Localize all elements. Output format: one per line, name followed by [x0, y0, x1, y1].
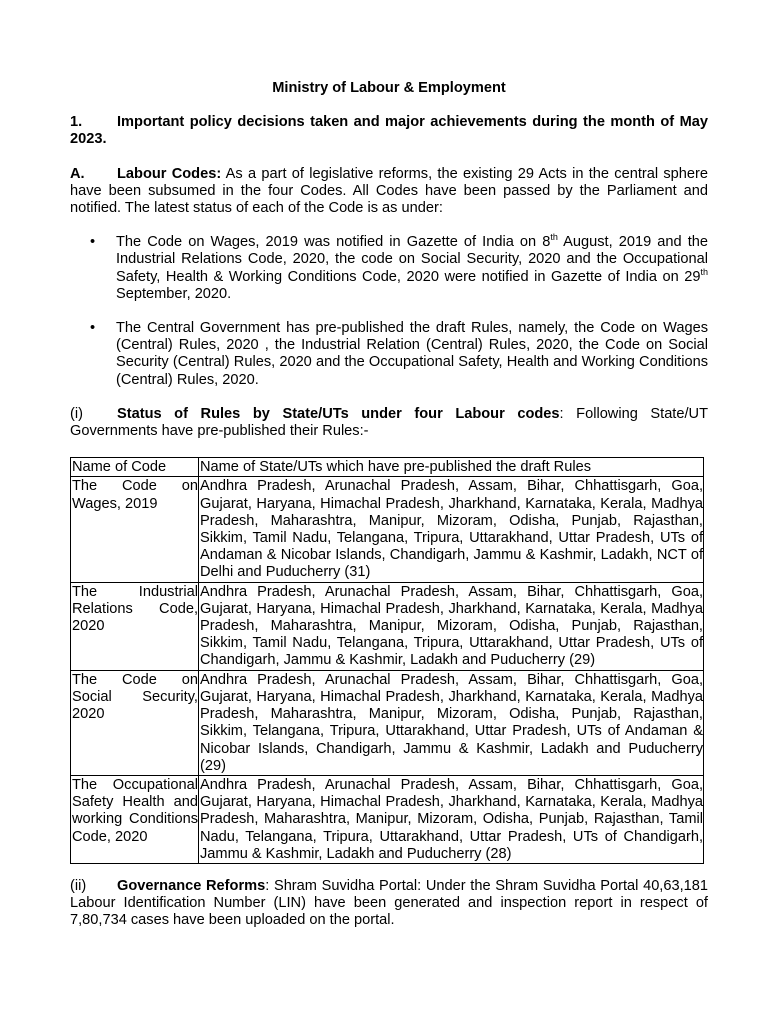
labour-code-bullets [70, 234, 708, 389]
table-row [71, 775, 704, 863]
governance-label: (ii) [70, 877, 87, 894]
table-cell-code: The Code on Social Security, 2020 [71, 670, 199, 775]
bullet-1-part-3: September, 2020. [116, 285, 232, 302]
governance-text: : Shram Suvidha Portal: Under the Shram Suvidha Portal 40,63,181 Labour Identification Number (LIN) have been generated and inspection report in respect of 7,80,734 cases have been uploaded on the portal. [70, 877, 708, 929]
bullet-notified-codes [70, 234, 708, 303]
state-rules-table [70, 457, 704, 864]
status-of-rules-paragraph [70, 406, 708, 440]
table-cell-states: Andhra Pradesh, Arunachal Pradesh, Assam, Bihar, Chhattisgarh, Goa, Gujarat, Haryana, Himachal Pradesh, Jharkhand, Karnataka, Kerala, Madhya Pradesh, Maharashtra, Manipur, Mizoram, Odisha, Punjab, Rajasthan, Sikkim, Tamil Nadu, Telangana, Tripura, Uttarakhand, Uttar Pradesh, UTs of Andaman & Nicobar Islands, Chandigarh, Jammu & Kashmir, Ladakh, NCT of Delhi and Puducherry (31) [200, 478, 703, 581]
table-cell-states: Andhra Pradesh, Arunachal Pradesh, Assam, Bihar, Chhattisgarh, Goa, Gujarat, Haryana, Himachal Pradesh, Jharkhand, Karnataka, Kerala, Madhya Pradesh, Maharashtra, Manipur, Mizoram, Odisha, Punjab, Rajasthan, Sikkim, Tamil Nadu, Telangana, Tripura, Uttarakhand, Uttar Pradesh, UTs of Chandigarh, Jammu & Kashmir, Ladakh and Puducherry (29) [200, 583, 703, 669]
table-header-code: Name of Code [71, 458, 199, 477]
section-a-paragraph [70, 166, 708, 218]
table-cell-states: Andhra Pradesh, Arunachal Pradesh, Assam, Bihar, Chhattisgarh, Goa, Gujarat, Haryana, Himachal Pradesh, Jharkhand, Karnataka, Kerala, Madhya Pradesh, Maharashtra, Manipur, Mizoram, Odisha, Punjab, Rajasthan, Sikkim, Telangana, Tripura, Uttarakhand, Uttar Pradesh, UTs of Andaman & Nicobar Islands, Chandigarh, Jammu & Kashmir, Ladakh and Puducherry (29) [200, 671, 703, 774]
table-header-row [71, 458, 704, 477]
bullet-central-rules [70, 320, 708, 389]
table-row [71, 582, 704, 670]
bullet-dot-icon: • [90, 320, 96, 337]
section-a-heading: Labour Codes: [117, 165, 222, 182]
table-header-states: Name of State/UTs which have pre-published the draft Rules [199, 458, 704, 477]
status-heading: Status of Rules by State/UTs under four Labour codes [117, 405, 560, 422]
table-cell-code: The Occupational Safety Health and working Conditions Code, 2020 [71, 775, 199, 863]
bullet-1-part-1: The Code on Wages, 2019 was notified in Gazette of India on 8 [116, 234, 551, 251]
table-cell-code: The Industrial Relations Code, 2020 [71, 582, 199, 670]
section-1-number: 1. [70, 114, 83, 131]
section-a-letter: A. [70, 165, 85, 182]
section-a-text: As a part of legislative reforms, the existing 29 Acts in the central sphere have been subsumed in the four Codes. All Codes have been passed by the Parliament and notified. The latest status of each of the Code is as under: [70, 165, 709, 217]
table-row [71, 477, 704, 582]
bullet-2-text: The Central Government has pre-published the draft Rules, namely, the Code on Wages (Central) Rules, 2020 , the Industrial Relation (Central) Rules, 2020, the Code on Social Security (Central) Rules, 2020 and the Occupational Safety, Health and Working Conditions (Central) Rules, 2020. [116, 320, 708, 388]
document-title: Ministry of Labour & Employment [272, 80, 506, 96]
table-cell-states: Andhra Pradesh, Arunachal Pradesh, Assam, Bihar, Chhattisgarh, Goa, Gujarat, Haryana, Himachal Pradesh, Jharkhand, Karnataka, Kerala, Madhya Pradesh, Maharashtra, Manipur, Mizoram, Odisha, Punjab, Rajasthan, Tamil Nadu, Telangana, Tripura, Uttarakhand, Uttar Pradesh, UTs of Chandigarh, Jammu & Kashmir, Ladakh and Puducherry (28) [200, 776, 703, 862]
section-1-text: Important policy decisions taken and major achievements during the month of May 2023. [70, 114, 708, 148]
bullet-1-sup-1: th [550, 232, 558, 243]
governance-reforms-paragraph [70, 878, 708, 930]
bullet-1-sup-2: th [700, 266, 708, 277]
table-cell-code: The Code on Wages, 2019 [71, 477, 199, 582]
bullet-dot-icon: • [90, 234, 96, 251]
status-text: : Following State/UT Governments have pre-published their Rules:- [70, 405, 708, 440]
document-page [70, 80, 708, 930]
bullet-1-part-2: August, 2019 and the Industrial Relations Code, 2020, the code on Social Security, 2020 and the Occupational Safety, Health & Working Conditions Code, 2020 were notified in Gazette of India on 29 [116, 234, 708, 285]
section-1-heading [70, 114, 708, 148]
status-label: (i) [70, 405, 83, 422]
governance-heading: Governance Reforms [117, 877, 266, 894]
table-row [71, 670, 704, 775]
